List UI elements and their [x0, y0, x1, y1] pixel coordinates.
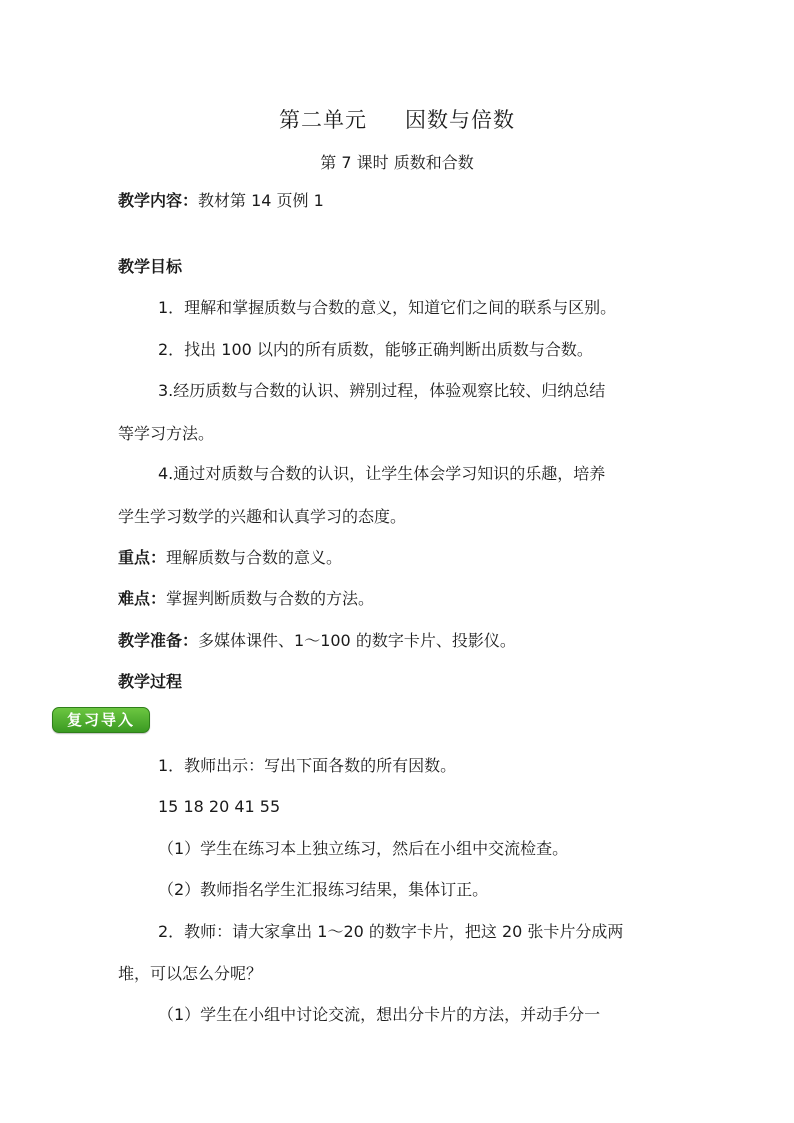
process-step-1-2: （2）教师指名学生汇报练习结果，集体订正。	[158, 880, 489, 899]
objective-3-line2: 等学习方法。	[118, 424, 215, 443]
process-step-2-1: （1）学生在小组中讨论交流，想出分卡片的方法，并动手分一	[158, 1005, 601, 1024]
process-step-1: 1．教师出示：写出下面各数的所有因数。	[158, 756, 457, 775]
review-intro-badge: 复习导入	[52, 707, 150, 733]
objective-2: 2．找出 100 以内的所有质数，能够正确判断出质数与合数。	[158, 340, 593, 359]
content-row	[118, 191, 324, 211]
difficulty-label: 难点：	[118, 589, 167, 608]
number-list: 15 18 20 41 55	[158, 797, 281, 816]
preparation-text: 多媒体课件、1～100 的数字卡片、投影仪。	[198, 631, 516, 650]
key-point-text: 理解质数与合数的意义。	[166, 548, 343, 567]
objective-1: 1．理解和掌握质数与合数的意义，知道它们之间的联系与区别。	[158, 298, 617, 317]
content-text: 教材第 14 页例 1	[198, 191, 324, 210]
unit-name: 第二单元	[279, 108, 367, 132]
unit-topic: 因数与倍数	[405, 108, 515, 132]
objectives-heading: 教学目标	[118, 257, 183, 276]
process-step-2-line2: 堆，可以怎么分呢？	[118, 964, 263, 983]
process-step-2-line1: 2．教师：请大家拿出 1～20 的数字卡片，把这 20 张卡片分成两	[158, 922, 624, 941]
unit-title	[0, 104, 794, 134]
process-step-1-1: （1）学生在练习本上独立练习，然后在小组中交流检查。	[158, 839, 569, 858]
key-point-row	[118, 548, 342, 568]
key-point-label: 重点：	[118, 548, 167, 567]
content-label: 教学内容：	[118, 191, 199, 210]
objective-4-line2: 学生学习数学的兴趣和认真学习的态度。	[118, 507, 407, 526]
preparation-label: 教学准备：	[118, 631, 199, 650]
difficulty-text: 掌握判断质数与合数的方法。	[166, 589, 375, 608]
objective-4-line1: 4.通过对质数与合数的认识，让学生体会学习知识的乐趣，培养	[158, 464, 606, 483]
process-heading: 教学过程	[118, 672, 183, 691]
difficulty-row	[118, 589, 374, 609]
lesson-title: 第 7 课时 质数和合数	[320, 153, 474, 172]
objective-3-line1: 3.经历质数与合数的认识、辨别过程，体验观察比较、归纳总结	[158, 381, 606, 400]
preparation-row	[118, 631, 516, 651]
